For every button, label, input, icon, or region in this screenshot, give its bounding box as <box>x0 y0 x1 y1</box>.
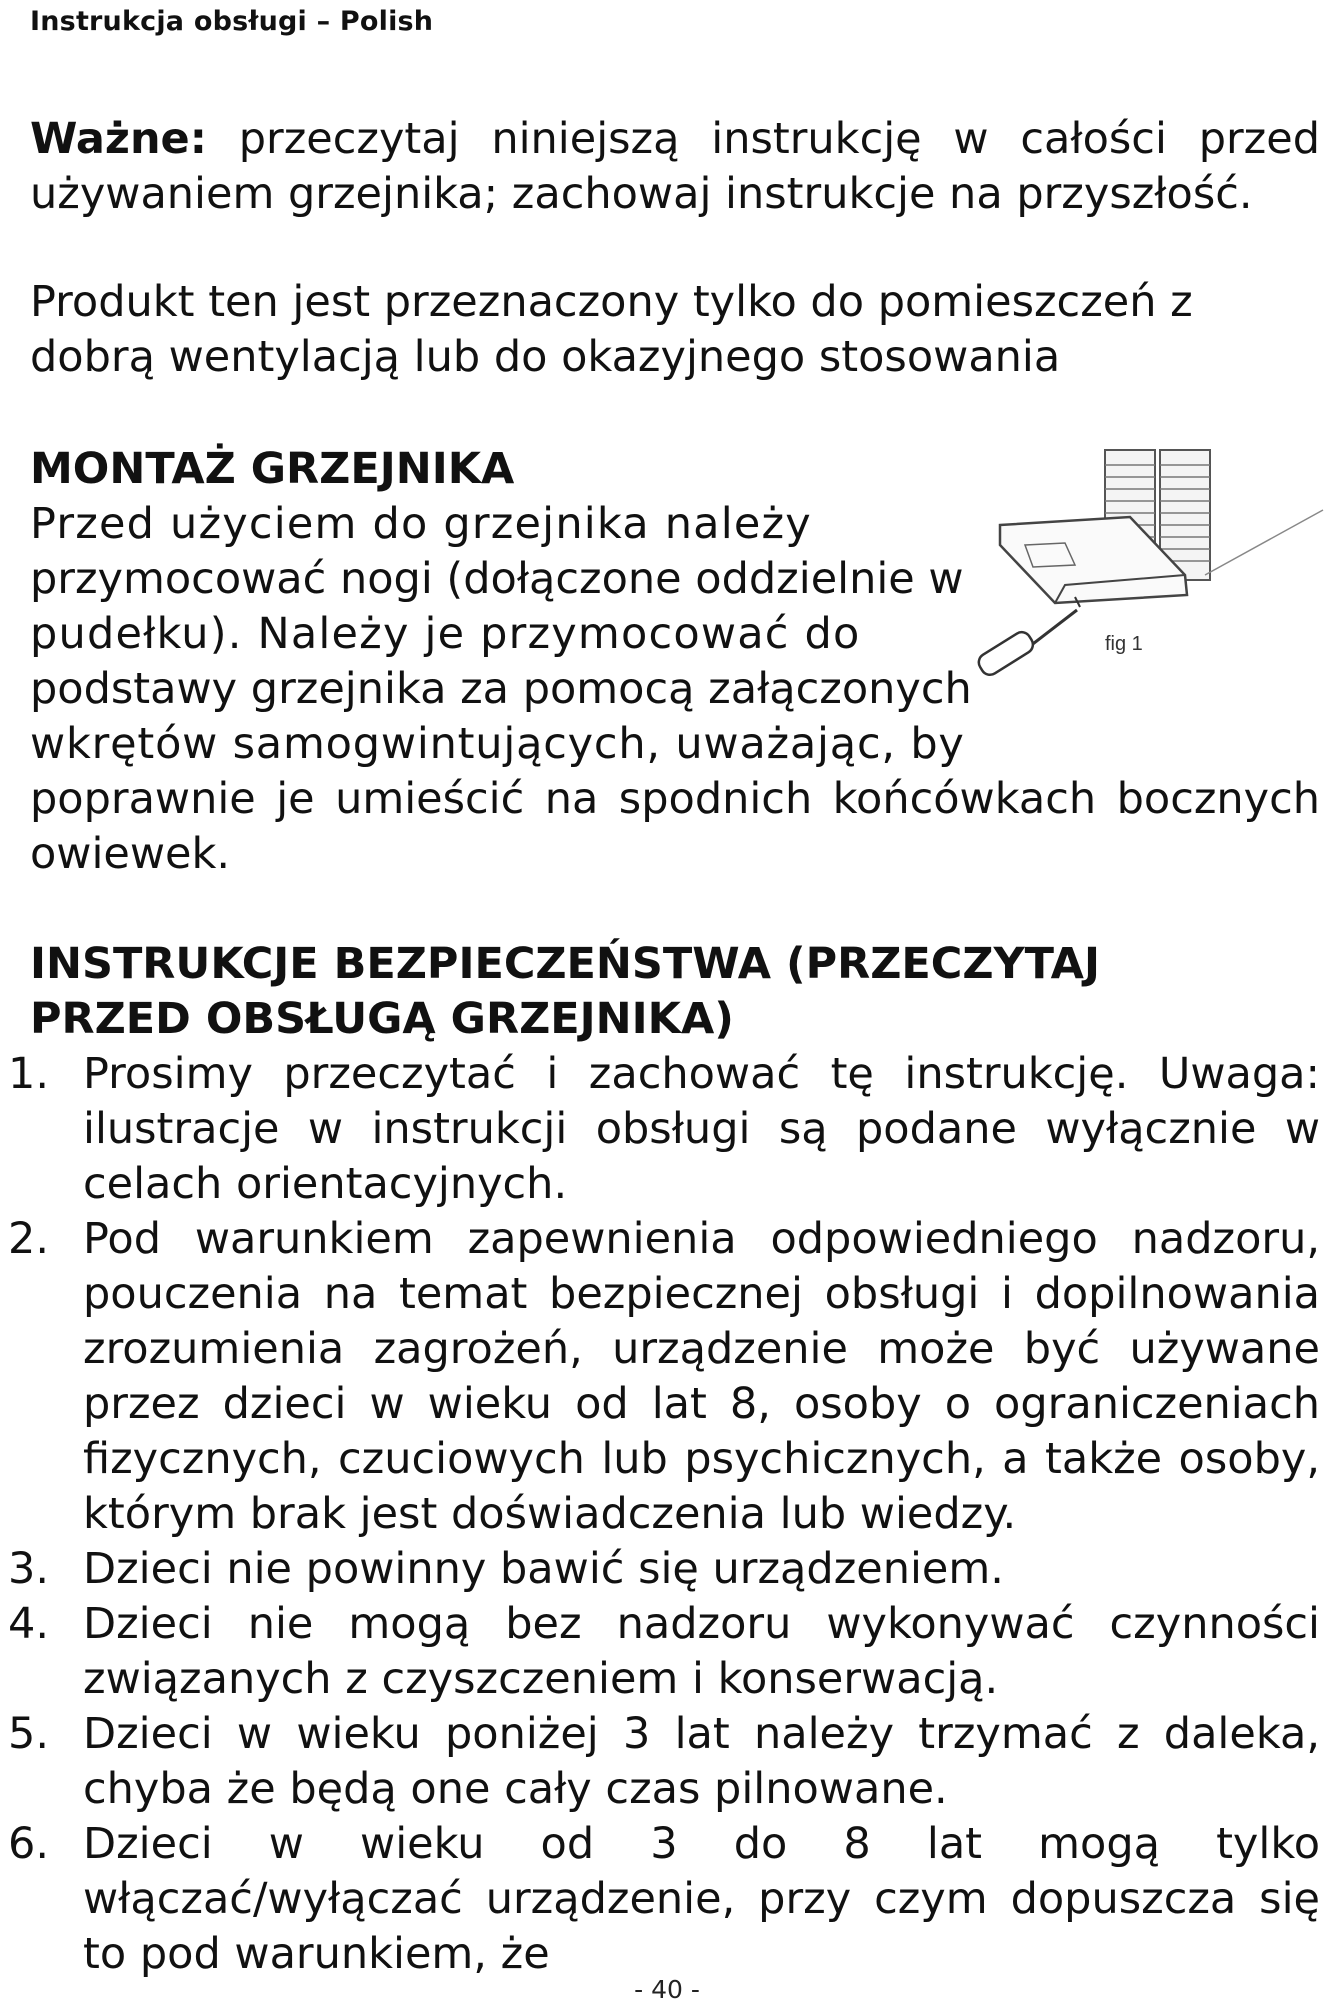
document-header: Instrukcja obsługi – Polish <box>30 6 434 37</box>
safety-item <box>0 1212 1320 1542</box>
safety-list <box>0 1047 1320 1982</box>
safety-item <box>0 1707 1320 1817</box>
assembly-line: pudełku). Należy je przymocować do <box>30 609 861 659</box>
item-number: 3. <box>8 1544 50 1594</box>
assembly-text <box>30 497 972 772</box>
assembly-heading: MONTAŻ GRZEJNIKA <box>30 444 515 494</box>
item-text: Dzieci nie mogą bez nadzoru wykonywać czynności związanych z czyszczeniem i konserwacją. <box>83 1599 1320 1704</box>
item-text: Pod warunkiem zapewnienia odpowiedniego nadzoru, pouczenia na temat bezpiecznej obsługi i dopilnowania zrozumienia zagrożeń, urządzenie może być używane przez dzieci w wieku od lat 8, osoby o ograniczeniach fizycznych, czuciowych lub psychicznych, a także osoby, którym brak jest doświadczenia lub wiedzy. <box>83 1214 1320 1539</box>
safety-item <box>0 1542 1320 1597</box>
figure-label: fig 1 <box>1105 633 1143 655</box>
important-text: przeczytaj niniejszą instrukcję w całości przed używaniem grzejnika; zachowaj instrukcje na przyszłość. <box>30 114 1320 219</box>
safety-item <box>0 1817 1320 1982</box>
item-number: 1. <box>8 1049 50 1099</box>
item-number: 4. <box>8 1599 50 1649</box>
item-text: Dzieci nie powinny bawić się urządzeniem. <box>83 1544 1004 1594</box>
assembly-line: wkrętów samogwintujących, uważając, by <box>30 719 965 769</box>
important-label: Ważne: <box>30 114 207 164</box>
item-number: 2. <box>8 1214 50 1264</box>
assembly-line: Przed użyciem do grzejnika należy <box>30 499 812 549</box>
item-text: Dzieci w wieku poniżej 3 lat należy trzymać z daleka, chyba że będą one cały czas pilnowane. <box>83 1709 1320 1814</box>
item-text: Dzieci w wieku od 3 do 8 lat mogą tylko włączać/wyłączać urządzenie, przy czym dopuszcza się to pod warunkiem, że <box>83 1819 1320 1979</box>
safety-item <box>0 1047 1320 1212</box>
item-text: Prosimy przeczytać i zachować tę instrukcję. Uwaga: ilustracje w instrukcji obsługi są podane wyłącznie w celach orientacyjnych. <box>83 1049 1320 1209</box>
safety-item <box>0 1597 1320 1707</box>
item-number: 5. <box>8 1709 50 1759</box>
heater-leg <box>1000 517 1187 603</box>
page-number: - 40 - <box>634 1975 700 2004</box>
assembly-text-ending: poprawnie je umieścić na spodnich końcówkach bocznych owiewek. <box>30 774 1320 879</box>
item-number: 6. <box>8 1819 50 1869</box>
important-note <box>30 112 1320 222</box>
assembly-line: przymocować nogi (dołączone oddzielnie w <box>30 554 964 604</box>
screwdriver-handle <box>975 629 1036 678</box>
assembly-line: podstawy grzejnika za pomocą załączonych <box>30 664 972 714</box>
ventilation-note: Produkt ten jest przeznaczony tylko do pomieszczeń z dobrą wentylacją lub do okazyjnego stosowania <box>30 277 1193 382</box>
heater-leg-figure <box>955 425 1325 755</box>
safety-heading: INSTRUKCJE BEZPIECZEŃSTWA (PRZECZYTAJ PRZED OBSŁUGĄ GRZEJNIKA) <box>30 939 1100 1044</box>
